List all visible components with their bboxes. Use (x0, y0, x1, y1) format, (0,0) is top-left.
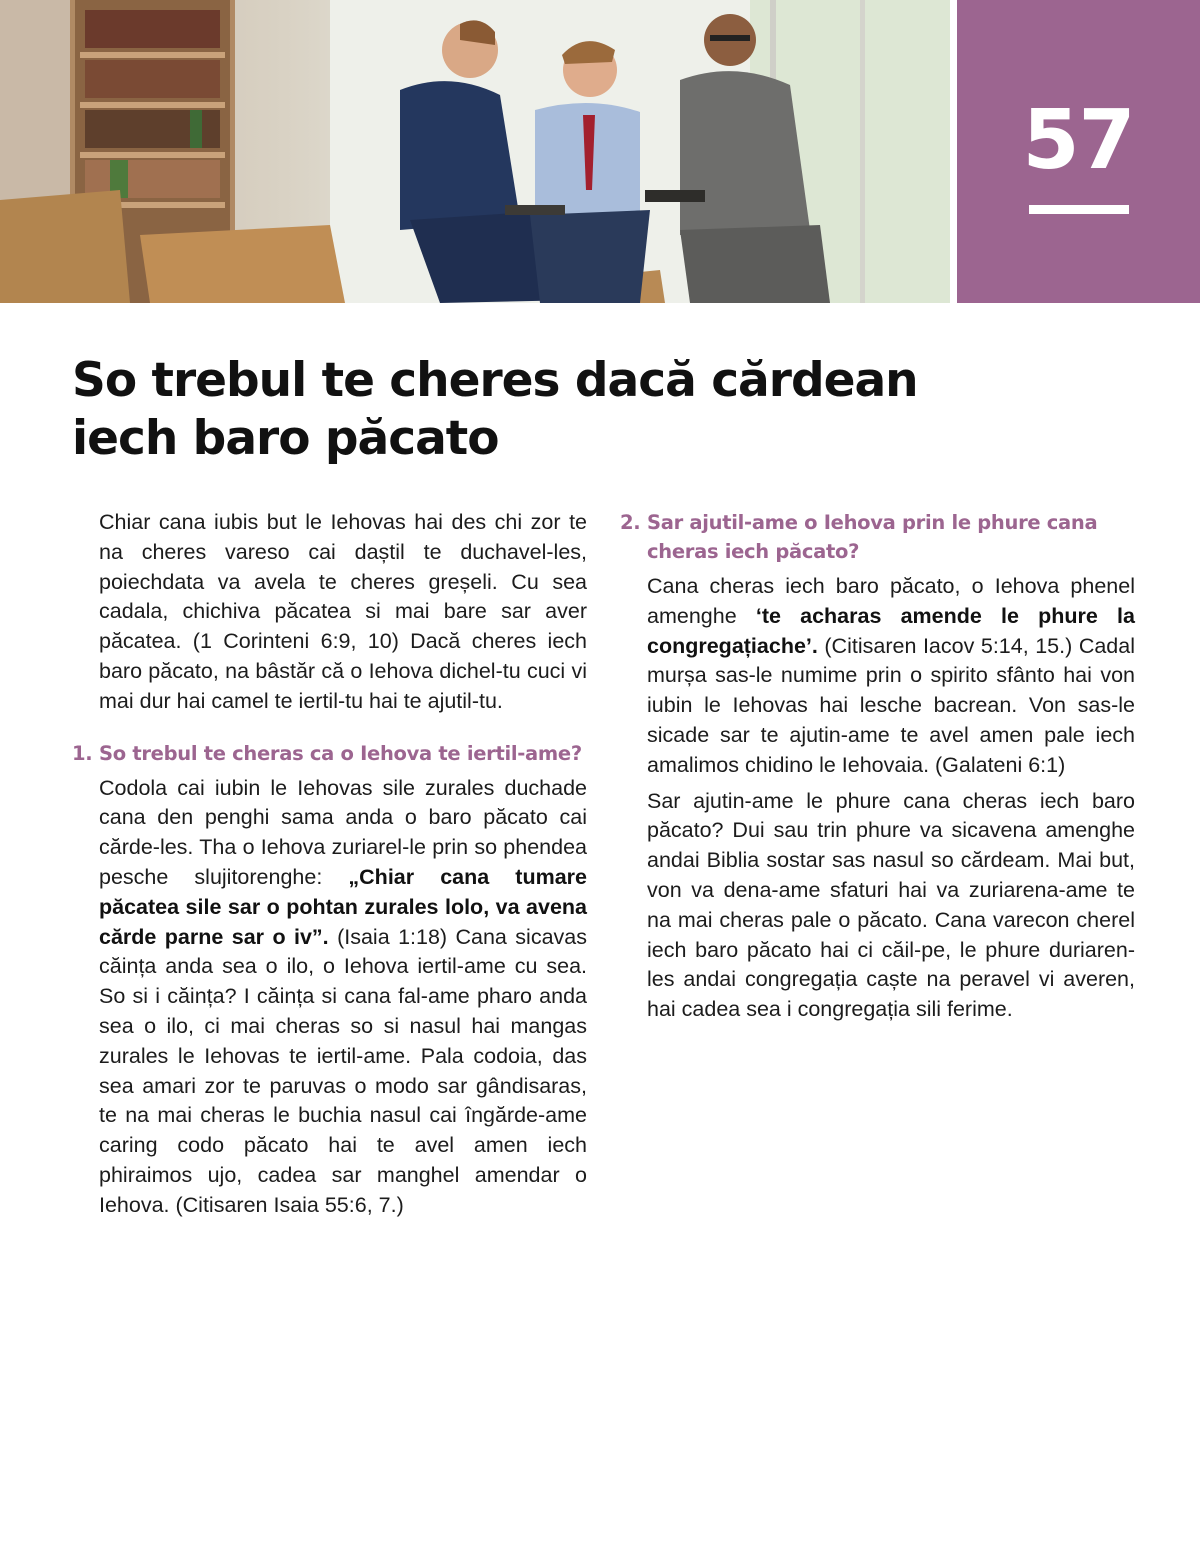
title-line-1: So trebul te cheres dacă cărdean (72, 353, 918, 408)
question-text: So trebul te cheras ca o Iehova te iertil-ame? (99, 741, 582, 765)
question-number: 1. (72, 741, 93, 765)
scripture-quote: „Chiar cana tumare păcatea sile sar o pohtan zurales lolo, va avena cărde parne sar o iv”. (99, 864, 587, 949)
scripture-quote: ‘te acharas amende le phure la congregațiache’. (647, 603, 1135, 658)
question-text: Sar ajutil-ame o Iehova prin le phure cana cheras iech păcato? (647, 511, 1098, 563)
paragraph-text-continued: (Isaia 1:18) Cana sicavas căința anda sea o ilo, o Iehova iertil-ame cu sea. So si i căința? I căința si cana fal-ame pharo anda sea o ilo, ci mai cheras so si nasul hai mangas zurales le Iehovas te iertil-ame. Pala codoia, das sea amari zor te paruvas o modo sar gândisaras, te na mai cheras le buchia nasul cai îngărde-ame caring codo păcato hai te avel amen iech phiraimos ujo, cadea sar manghel amendar o Iehova. (Citisaren Isaia 55:6, 7.) (99, 924, 587, 1217)
foreground-chair-2 (140, 225, 345, 303)
photo-illustration (0, 0, 950, 303)
section-2-paragraph-1 (647, 572, 1135, 781)
title-line-2: iech baro păcato (72, 411, 499, 466)
intro-paragraph: Chiar cana iubis but le Iehovas hai des chi zor te na cheres vareso cai daștil te duchavel-les, poiechdata va avela te cheres greșeli. Cu sea cadala, chichiva păcatea si mai bare sar aver păcatea. (1 Corinteni 6:9, 10) Dacă cheres iech baro păcato, na bâstăr că o Iehova dichel-tu cuci vi mai dur hai camel te iertil-tu hai te ajutil-tu. (99, 510, 587, 713)
left-column (72, 508, 587, 1221)
chapter-number: 57 (1022, 93, 1135, 188)
foreground-chair (0, 190, 130, 303)
chapter-badge (957, 0, 1200, 303)
right-column (620, 508, 1135, 1025)
paragraph-text: Cana cheras iech baro păcato, o Iehova phenel amenghe (647, 574, 1135, 628)
question-number: 2. (620, 511, 641, 534)
header-photo (0, 0, 950, 303)
paragraph-text-continued: (Citisaren Iacov 5:14, 15.) Cadal murșa sas-le numime prin o spirito sfânto hai von iubin le Iehovas hai lesche bacrean. Von sas-le sicade sar te ajutin-ame te avel amen pale iech amalimos chidino le Iehovaia. (Galateni 6:1) (647, 633, 1135, 777)
question-heading-2 (620, 508, 1135, 566)
section-1-paragraph (99, 774, 587, 1221)
section-2-paragraph-2: Sar ajutin-ame le phure cana cheras iech baro păcato? Dui sau trin phure va sicavena amenghe andai Biblia sostar sas nasul so cărdeam. Mai but, von va dena-ame sfaturi hai va zuriarena-ame te na mai cheras pale o păcato. Cana varecon cherel iech baro păcato hai ci căil-pe, le phure duriaren-les andai congregația caște na peravel vi averen, hai cadea sea i congregația sili ferime. (647, 788, 1135, 1022)
paragraph-text: Codola cai iubin le Iehovas sile zurales duchade cana den penghi sama anda o baro păcato cai cărde-les. Tha o Iehova zuriarel-le prin so phendea pesche slujitorenghe: (99, 775, 587, 889)
window-frame-2 (860, 0, 865, 303)
chapter-underline (1029, 205, 1129, 214)
question-heading-1 (72, 739, 587, 768)
page-title (72, 352, 972, 468)
